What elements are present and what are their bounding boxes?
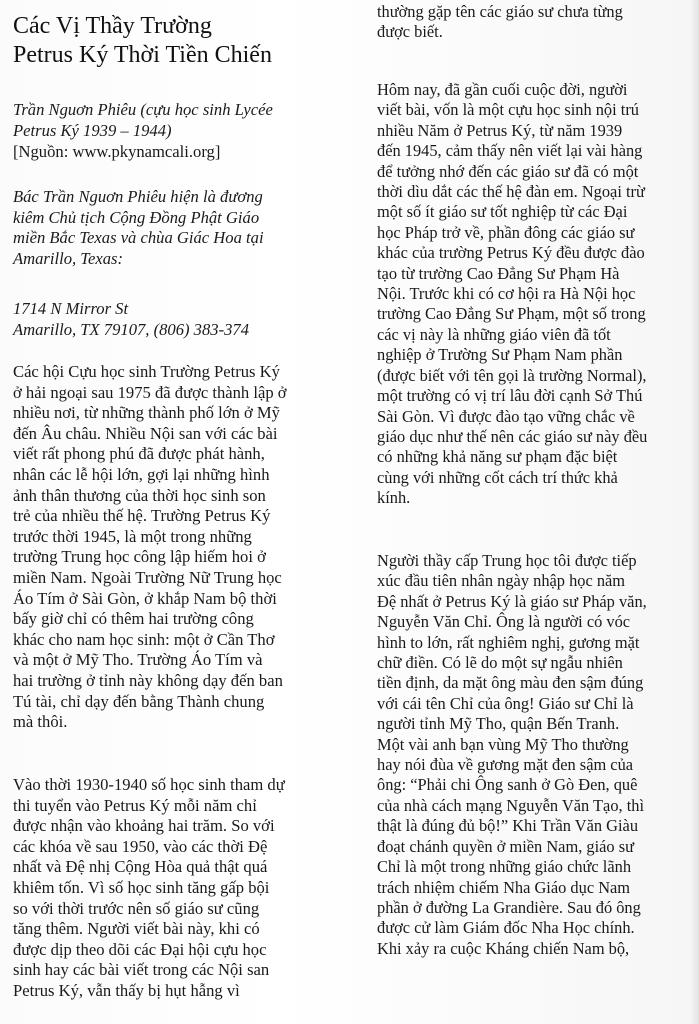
text-line: Khi xảy ra cuộc Kháng chiến Nam bộ, [377, 938, 630, 958]
paragraph [13, 362, 343, 733]
text-line: viết bài, vốn là một cựu học sinh nội trú [377, 100, 639, 120]
text-line: nghiệp ở Trường Sư Phạm Nam phần [377, 345, 623, 365]
text-line: nhiều nơi, từ những thành phố lớn ở Mỹ [13, 403, 280, 423]
text-line: sinh hay các bài viết trong các Nội san [13, 960, 270, 980]
text-line: ảnh thân thương của thời học sinh son [13, 485, 266, 505]
byline-line: Petrus Ký 1939 – 1944) [13, 120, 172, 140]
text-line: Nguyễn Văn Chỉ. Ông là người có vóc [377, 612, 631, 632]
text-line: với cái tên Chỉ của ông! Giáo sư Chỉ là [377, 693, 634, 713]
text-line: nhân các lễ hội lớn, gợi lại những hình [13, 464, 270, 484]
text-line: Hôm nay, đã gần cuối cuộc đời, người [377, 80, 628, 99]
address-line: Amarillo, TX 79107, (806) 383-374 [13, 319, 249, 339]
text-line: của nhà cách mạng Nguyễn Văn Tạo, thì [377, 795, 645, 815]
intro-line: kiêm Chủ tịch Cộng Đồng Phật Giáo [13, 207, 260, 227]
text-line: giáo dục như thế nên các giáo sư này đều [377, 426, 648, 446]
text-line: một trường có vị trí lâu đời cạnh Sở Thú [377, 386, 643, 406]
source-line [13, 142, 343, 163]
text-line: trách nhiệm chiếm Nha Giáo dục Nam [377, 877, 631, 897]
text-line: tạo từ trường Cao Đẳng Sư Phạm Hà [377, 263, 620, 283]
text-line: một số ít giáo sư tốt nghiệp từ các Đại [377, 202, 628, 222]
text-line: chữ điền. Có lẽ do một sự ngẫu nhiên [377, 653, 623, 673]
text-line: ở hải ngoại sau 1975 đã được thành lập ở [13, 382, 287, 402]
text-line: Người thầy cấp Trung học tôi được tiếp [377, 551, 637, 570]
text-line: đoạt chánh quyền ở miền Nam, giáo sư [377, 836, 634, 856]
text-line: Một vài anh bạn vùng Mỹ Tho thường [377, 734, 629, 754]
text-line: Tú tài, chỉ dạy đến bằng Thành chung [13, 691, 265, 711]
text-line: đến Âu châu. Nhiều Nội san với các bài [13, 423, 278, 443]
intro-line: Amarillo, Texas: [13, 248, 124, 268]
source-text: [Nguồn: www.pkynamcali.org] [13, 142, 221, 161]
text-line: trước thời 1945, là một trong những [13, 526, 252, 546]
text-line: miền Nam. Ngoài Trường Nữ Trung học [13, 567, 282, 587]
text-line: Đệ nhất ở Petrus Ký là giáo sư Pháp văn, [377, 591, 647, 611]
author-address [13, 299, 343, 340]
text-line: trẻ của nhiều thế hệ. Trường Petrus Ký [13, 506, 271, 526]
text-line: tiền định, da mặt ông màu đen sậm đúng [377, 673, 644, 693]
text-line: được biết. [377, 22, 443, 42]
text-line: Các hội Cựu học sinh Trường Petrus Ký [13, 362, 280, 381]
byline [13, 100, 343, 141]
paragraph [13, 775, 343, 1002]
author-intro [13, 187, 343, 269]
text-line: khiêm tốn. Vì số học sinh tăng gấp bội [13, 877, 270, 897]
text-line: ông: “Phải chi Ông sanh ở Gò Đen, quê [377, 775, 638, 795]
text-line: nhất và Đệ nhị Cộng Hòa quả thật quá [13, 857, 268, 877]
text-line: thường gặp tên các giáo sư chưa từng [377, 2, 623, 21]
text-line: viết rất phong phú đã được phát hành, [13, 444, 265, 464]
text-line: thật là đúng đủ bộ!” Khi Trần Văn Giàu [377, 816, 639, 836]
article-title [13, 12, 343, 70]
address-line: 1714 N Mirror St [13, 299, 129, 318]
text-line: bấy giờ chỉ có thêm hai trường công [13, 609, 254, 629]
text-line: hay nói đùa về gương mặt đen sậm của [377, 755, 634, 775]
title-line: Petrus Ký Thời Tiền Chiến [13, 42, 272, 68]
intro-line: miền Bắc Texas và chùa Giác Hoa tại [13, 228, 264, 248]
text-line: xúc đầu tiên nhân ngày nhập học năm [377, 571, 626, 591]
text-line: Áo Tím ở Sài Gòn, ở khắp Nam bộ thời [13, 588, 277, 608]
text-line: Vào thời 1930-1940 số học sinh tham dự [13, 775, 285, 794]
text-line: khác của trường Petrus Ký đều được đào [377, 243, 645, 263]
text-line: các khóa về sau 1950, vào các thời Đệ [13, 836, 268, 856]
text-line: người tỉnh Mỹ Tho, quận Bến Tranh. [377, 714, 620, 734]
text-line: thi tuyển vào Petrus Ký mỗi năm chỉ [13, 795, 257, 815]
paragraph [377, 2, 695, 43]
text-line: được nhận vào khoảng hai trăm. So với [13, 816, 275, 836]
paragraph [377, 80, 695, 509]
text-line: thời dìu dắt các thế hệ đàn em. Ngoại trừ [377, 182, 645, 202]
text-line: để tưởng nhớ đến các giáo sư đã có một [377, 161, 639, 181]
intro-line: Bác Trần Nguơn Phiêu hiện là đương [13, 187, 263, 206]
text-line: nhiều Năm ở Petrus Ký, từ năm 1939 [377, 120, 623, 140]
text-line: kính. [377, 488, 411, 508]
text-line: và một ở Mỹ Tho. Trường Áo Tím và [13, 650, 263, 670]
text-line: Sài Gòn. Vì được đào tạo vững chắc về [377, 406, 635, 426]
text-line: so với thời trước nên số giáo sư cũng [13, 898, 260, 918]
text-line: trường Cao Đẳng Sư Phạm, một số trong [377, 304, 646, 324]
text-line: được dịp theo dõi các Đại hội cựu học [13, 939, 267, 959]
paragraph [377, 551, 695, 959]
text-line: hình to lớn, rất nghiêm nghị, gương mặt [377, 632, 640, 652]
text-line: Petrus Ký, vẫn thấy bị hụt hẫng vì [13, 980, 240, 1000]
text-line: được cử làm Giám đốc Nha Học chính. [377, 918, 635, 938]
text-line: trường Trung học công lập hiếm hoi ở [13, 547, 266, 567]
text-line: cùng với những cốt cách trí thức khả [377, 467, 618, 487]
text-line: (được biết với tên gọi là trường Normal), [377, 365, 647, 385]
text-line: tăng thêm. Người viết bài này, khi có [13, 919, 260, 939]
text-line: khác cho nam học sinh: một ở Cần Thơ [13, 629, 275, 649]
text-line: hai trường ở tỉnh này không dạy đến ban [13, 670, 283, 690]
text-line: Chỉ là một trong những giáo chức lãnh [377, 857, 632, 877]
text-line: mà thôi. [13, 712, 68, 732]
title-line: Các Vị Thầy Trường [13, 13, 212, 39]
text-line: có những khả năng sư phạm đặc biệt [377, 447, 618, 467]
text-line: các vị này là những giáo viên đã tốt [377, 324, 611, 344]
text-line: đến 1945, cảm thấy nên viết lại vài hàng [377, 141, 643, 161]
byline-line: Trần Nguơn Phiêu (cựu học sinh Lycée [13, 100, 273, 119]
text-line: phần ở đường La Grandière. Sau đó ông [377, 897, 641, 917]
text-line: học Pháp trở về, phần đông các giáo sư [377, 222, 635, 242]
text-line: Nội. Trước khi có cơ hội ra Hà Nội học [377, 284, 636, 304]
